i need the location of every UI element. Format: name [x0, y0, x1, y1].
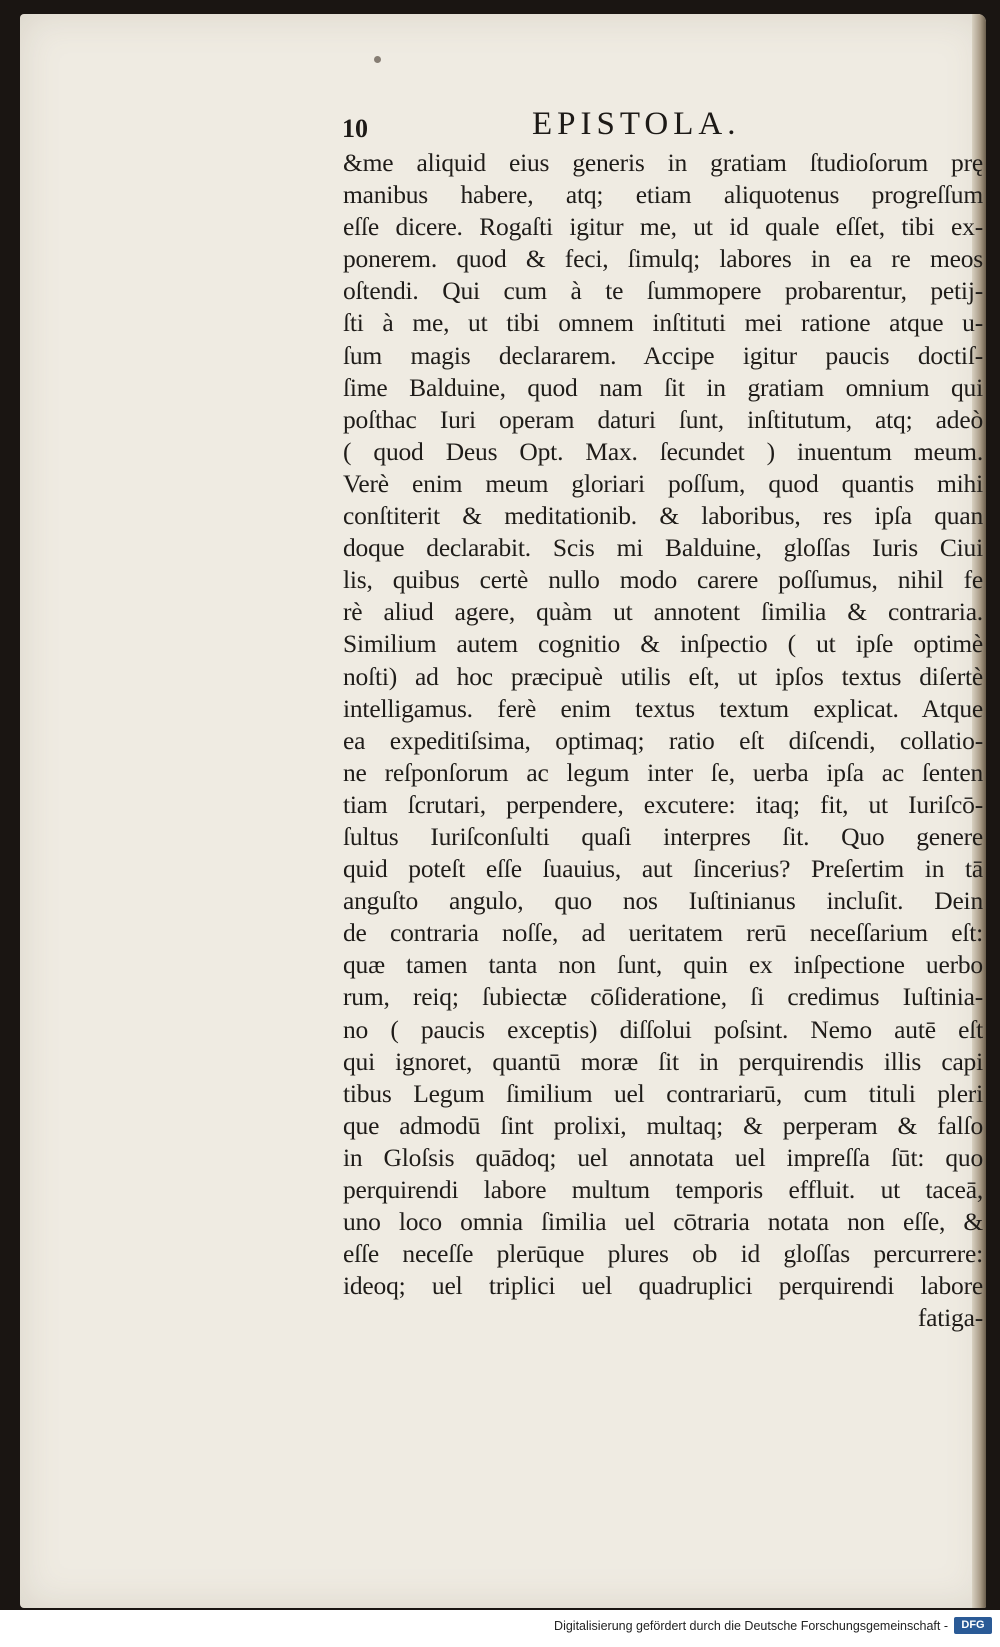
text-line: anguſto angulo, quo nos Iuſtinianus incluſit. Dein: [343, 886, 983, 916]
footer-bar: [0, 1610, 1000, 1647]
text-line: intelligamus. ferè enim textus textum explicat. Atque: [343, 693, 983, 723]
text-line: in Gloſsis quādoq; uel annotata uel impreſſa ſūt: quo: [343, 1142, 983, 1172]
text-line: quid poteſt eſſe ſuauius, aut ſincerius? Preſertim in tā: [343, 854, 983, 884]
text-line: eſſe dicere. Rogaſti igitur me, ut id quale eſſet, tibi ex-: [343, 212, 983, 242]
text-line: noſti) ad hoc præcipuè utilis eſt, ut ipſos textus diſertè: [343, 661, 983, 691]
folio-number: 10: [342, 114, 368, 143]
text-line: ea expeditiſsima, optimaq; ratio eſt diſcendi, collatio-: [343, 725, 983, 755]
book-page: [20, 14, 986, 1608]
text-line: ſti à me, ut tibi omnem inſtituti mei ratione atque u-: [343, 308, 983, 338]
text-line: rè aliud agere, quàm ut annotent ſimilia & contraria.: [343, 597, 983, 627]
text-line: quæ tamen tanta non ſunt, quin ex inſpectione uerbo: [343, 950, 983, 980]
text-line: ſum magis declararem. Accipe igitur paucis doctiſ-: [343, 340, 983, 370]
text-line: ponerem. quod & feci, ſimulq; labores in ea re meos: [343, 244, 983, 274]
funding-credit: Digitalisierung gefördert durch die Deutsche Forschungsgemeinschaft -: [554, 1619, 948, 1633]
dfg-logo: DFG: [954, 1617, 992, 1634]
text-line: fatiga-: [917, 1303, 983, 1333]
ink-speck: [374, 56, 381, 63]
text-line: ideoq; uel triplici uel quadruplici perquirendi labore: [343, 1271, 983, 1301]
text-line: poſthac Iuri operam daturi ſunt, inſtitutum, atq; adeò: [343, 404, 983, 434]
text-line: &me aliquid eius generis in gratiam ſtudioſorum prę: [343, 148, 983, 177]
text-line: lis, quibus certè nullo modo carere poſſumus, nihil fe: [343, 565, 983, 595]
text-line: ne reſponſorum ac legum inter ſe, uerba ipſa ac ſenten: [343, 757, 983, 787]
running-title: EPISTOLA.: [532, 106, 741, 142]
text-line: ſime Balduine, quod nam ſit in gratiam omnium qui: [343, 372, 983, 402]
text-line: ( quod Deus Opt. Max. ſecundet ) inuentum meum.: [343, 436, 983, 466]
text-line: Verè enim meum gloriari poſſum, quod quantis mihi: [343, 468, 983, 498]
text-line: que admodū ſint prolixi, multaq; & perperam & falſo: [343, 1110, 983, 1140]
page-header: [342, 106, 772, 146]
text-line: Similium autem cognitio & inſpectio ( ut ipſe optimè: [343, 629, 983, 659]
text-line: eſſe neceſſe plerūque plures ob id gloſſas percurrere:: [343, 1239, 983, 1269]
text-line: manibus habere, atq; etiam aliquotenus progreſſum: [343, 180, 983, 210]
text-line: perquirendi labore multum temporis effluit. ut taceā,: [343, 1175, 983, 1204]
text-line: tibus Legum ſimilium uel contrariarū, cum tituli pleri: [343, 1078, 983, 1108]
text-line: conſtiterit & meditationib. & laboribus, res ipſa quan: [343, 501, 983, 531]
text-line: ſultus Iuriſconſulti quaſi interpres ſit. Quo genere: [343, 821, 983, 851]
body-text: [343, 147, 983, 1334]
text-line: de contraria noſſe, ad ueritatem rerū neceſſarium eſt:: [343, 918, 983, 948]
text-line: tiam ſcrutari, perpendere, excutere: itaq; fit, ut Iuriſcō-: [343, 789, 983, 819]
text-line: qui ignoret, quantū moræ ſit in perquirendis illis capi: [343, 1046, 983, 1076]
text-line: doque declarabit. Scis mi Balduine, gloſſas Iuris Ciui: [343, 533, 983, 563]
text-line: uno loco omnia ſimilia uel cōtraria notata non eſſe, &: [343, 1207, 983, 1237]
text-line: no ( paucis exceptis) diſſolui poſsint. Nemo autē eſt: [343, 1014, 983, 1044]
text-line: oſtendi. Qui cum à te ſummopere probarentur, petij-: [343, 276, 983, 306]
text-line: rum, reiq; ſubiectæ cōſideratione, ſi credimus Iuſtinia-: [343, 982, 983, 1012]
